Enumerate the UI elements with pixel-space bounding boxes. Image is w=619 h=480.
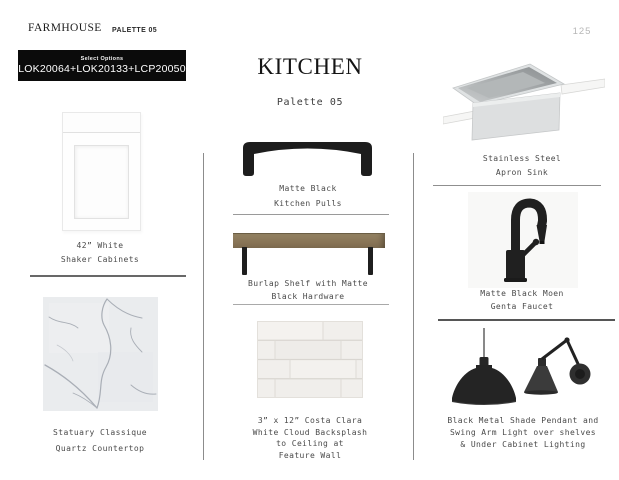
caption-cabinets: 42” White Shaker Cabinets bbox=[60, 241, 140, 264]
pull-handle-image bbox=[240, 140, 375, 178]
caption-faucet: Matte Black Moen Genta Faucet bbox=[480, 289, 564, 311]
backsplash-tile-image bbox=[257, 321, 363, 398]
select-options-button[interactable] bbox=[18, 50, 186, 81]
divider-middle-2 bbox=[233, 304, 389, 305]
column-divider-right bbox=[413, 153, 414, 460]
page-subtitle: Palette 05 bbox=[276, 97, 344, 108]
page-number: 125 bbox=[572, 26, 592, 37]
lighting-image bbox=[445, 328, 605, 408]
cabinet-door-panel bbox=[74, 145, 129, 219]
divider-left-column bbox=[30, 275, 186, 277]
brand-palette-label: PALETTE 05 bbox=[112, 27, 158, 34]
caption-lighting: Black Metal Shade Pendant and Swing Arm Light over shelves & Under Cabinet Lighting bbox=[447, 416, 599, 449]
options-sku-codes: LOK20064+LOK20133+LCP20050 bbox=[18, 63, 186, 75]
faucet-image bbox=[468, 192, 578, 288]
divider-right-1 bbox=[433, 185, 601, 186]
cabinet-image bbox=[62, 112, 141, 231]
shelf-bracket-right bbox=[368, 247, 373, 275]
cabinet-top-rail bbox=[63, 113, 140, 133]
shelf-bracket-left bbox=[242, 247, 247, 275]
page-title: KITCHEN bbox=[257, 54, 363, 79]
caption-sink: Stainless Steel Apron Sink bbox=[482, 154, 562, 177]
divider-right-2 bbox=[438, 319, 615, 321]
apron-sink-image bbox=[443, 55, 605, 150]
caption-backsplash: 3” x 12” Costa Clara White Cloud Backsplash to Ceiling at Feature Wall bbox=[252, 416, 368, 460]
brand-title: FARMHOUSE bbox=[28, 22, 102, 34]
countertop-swatch-image bbox=[43, 297, 158, 411]
select-options-label: Select Options bbox=[80, 56, 124, 62]
column-divider-left bbox=[203, 153, 204, 460]
shelf-image bbox=[233, 233, 385, 248]
caption-countertop: Statuary Classique Quartz Countertop bbox=[53, 428, 147, 453]
divider-middle-1 bbox=[233, 214, 389, 215]
caption-pulls: Matte Black Kitchen Pulls bbox=[274, 184, 342, 208]
caption-shelf: Burlap Shelf with Matte Black Hardware bbox=[248, 279, 368, 301]
